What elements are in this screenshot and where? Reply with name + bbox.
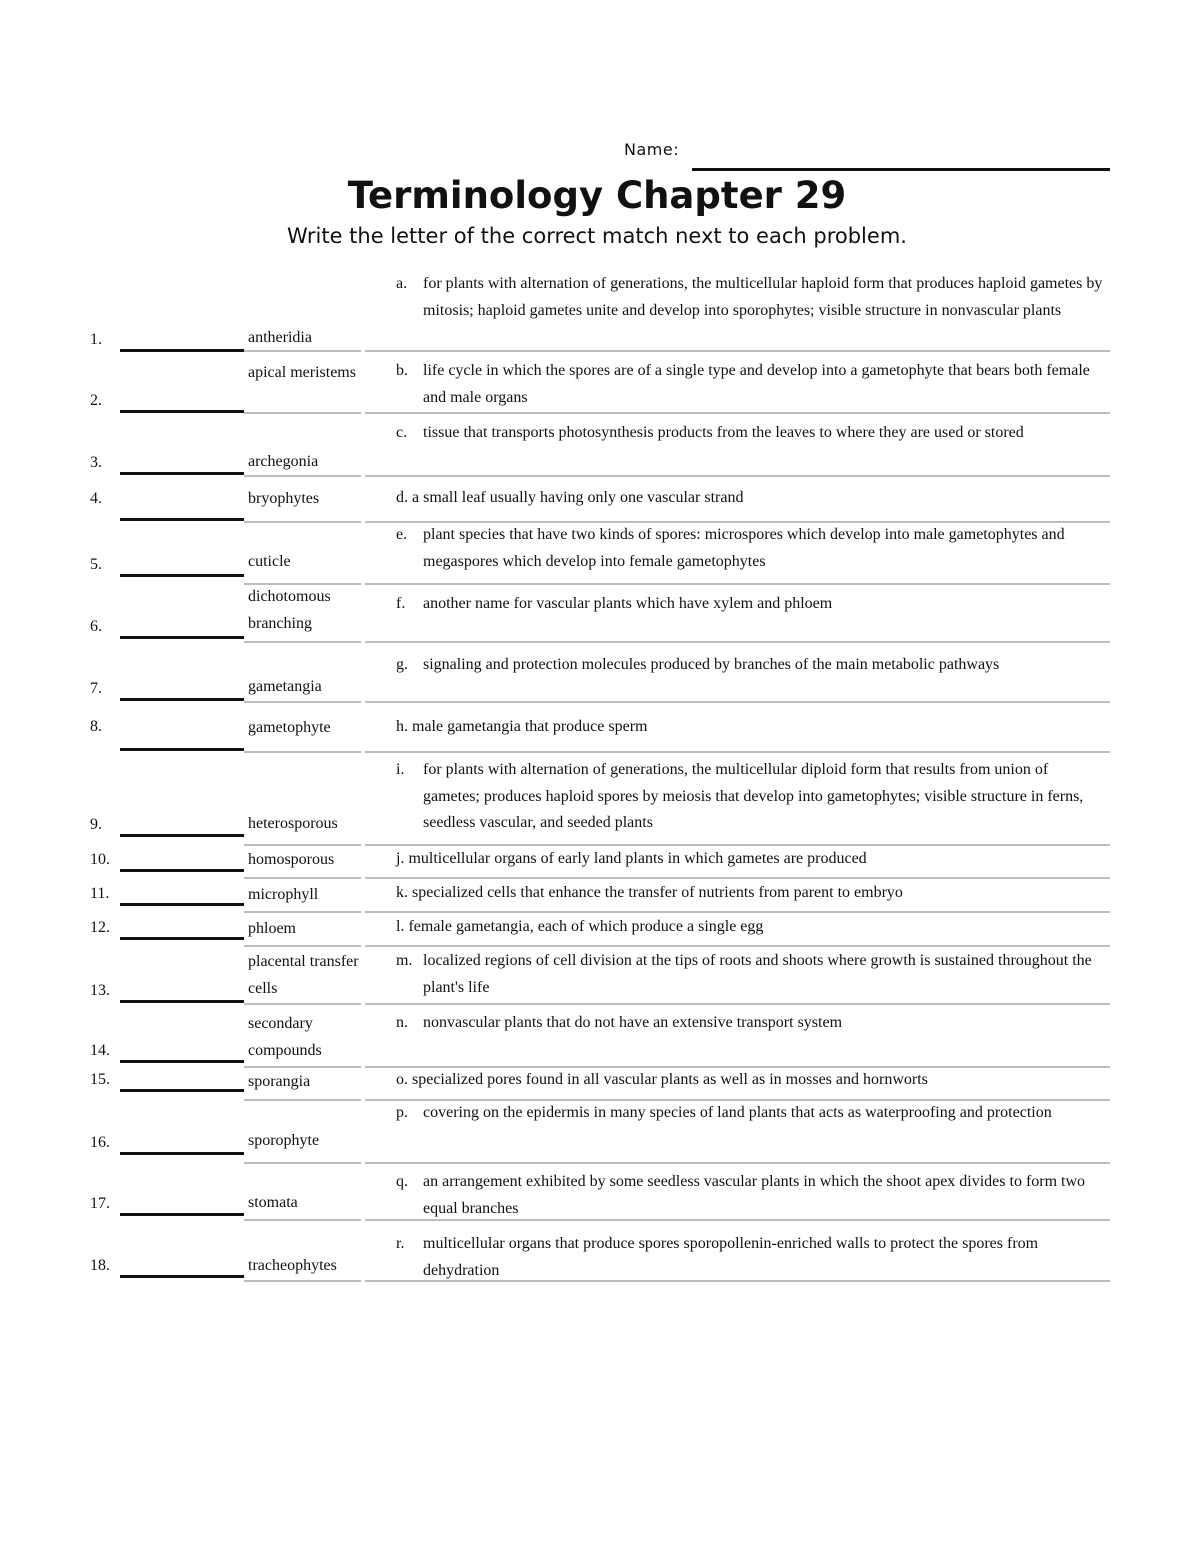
definition-text: male gametangia that produce sperm xyxy=(412,718,648,735)
definition-line xyxy=(396,846,1096,873)
row-divider xyxy=(365,641,1110,643)
definition-line xyxy=(396,880,1096,907)
answer-blank[interactable] xyxy=(120,518,244,521)
question-number: 15. xyxy=(90,1071,110,1088)
row-divider xyxy=(244,1099,361,1101)
answer-blank[interactable] xyxy=(120,636,244,639)
row-divider xyxy=(244,412,361,414)
definition-letter: q. xyxy=(396,1173,408,1190)
row-divider xyxy=(244,877,361,879)
definition-letter: e. xyxy=(396,526,408,543)
definition-text: life cycle in which the spores are of a single type and develop into a gametophyte that bears both female and male organs xyxy=(423,362,1090,406)
question-number: 5. xyxy=(90,556,102,573)
answer-blank[interactable] xyxy=(120,410,244,413)
row-divider xyxy=(365,350,1110,352)
definition-letter: f. xyxy=(396,595,406,612)
term-label: stomata xyxy=(248,1194,298,1211)
answer-blank[interactable] xyxy=(120,472,244,475)
definition-line xyxy=(396,714,1096,741)
answer-blank[interactable] xyxy=(120,748,244,751)
row-divider xyxy=(244,1219,361,1221)
row-divider xyxy=(244,1280,361,1282)
row-divider xyxy=(244,945,361,947)
question-number: 8. xyxy=(90,718,102,735)
answer-blank[interactable] xyxy=(120,1152,244,1155)
name-input-line[interactable] xyxy=(692,168,1110,171)
term-label: sporangia xyxy=(248,1073,311,1090)
instructions: Write the letter of the correct match next to each problem. xyxy=(287,224,907,248)
row-divider xyxy=(244,1162,361,1164)
term-label: gametangia xyxy=(248,678,322,695)
row-divider xyxy=(365,1280,1110,1282)
definition-text: signaling and protection molecules produced by branches of the main metabolic pathways xyxy=(423,656,1000,673)
question-number: 16. xyxy=(90,1134,110,1151)
definition-letter: d. xyxy=(396,489,408,506)
answer-blank[interactable] xyxy=(120,834,244,837)
answer-blank[interactable] xyxy=(120,349,244,352)
definition-text: specialized cells that enhance the transfer of nutrients from parent to embryo xyxy=(412,884,903,901)
definition-text: female gametangia, each of which produce a single egg xyxy=(408,918,764,935)
row-divider xyxy=(244,350,361,352)
row-divider xyxy=(365,475,1110,477)
answer-blank[interactable] xyxy=(120,1089,244,1092)
term-label: gametophyte xyxy=(248,719,331,736)
term-label: microphyll xyxy=(248,886,319,903)
question-number: 6. xyxy=(90,618,102,635)
answer-blank[interactable] xyxy=(120,869,244,872)
definition-letter: m. xyxy=(396,952,413,969)
question-number: 2. xyxy=(90,392,102,409)
definition-letter: p. xyxy=(396,1104,408,1121)
definition-text: specialized pores found in all vascular plants as well as in mosses and hornworts xyxy=(412,1071,928,1088)
row-divider xyxy=(244,641,361,643)
definition-text: multicellular organs of early land plants in which gametes are produced xyxy=(408,850,867,867)
definition-letter: j. xyxy=(396,850,405,867)
row-divider xyxy=(244,911,361,913)
definition-letter: r. xyxy=(396,1235,405,1252)
term-label: secondary compounds xyxy=(248,1015,322,1059)
definition-letter: n. xyxy=(396,1014,408,1031)
term-label: dichotomous branching xyxy=(248,588,331,632)
definition-letter: l. xyxy=(396,918,405,935)
definition-line xyxy=(396,485,1096,512)
question-number: 13. xyxy=(90,982,110,999)
term-label: phloem xyxy=(248,920,296,937)
question-number: 14. xyxy=(90,1042,110,1059)
row-divider xyxy=(365,412,1110,414)
answer-blank[interactable] xyxy=(120,1275,244,1278)
definition-letter: a. xyxy=(396,275,408,292)
definition-text: an arrangement exhibited by some seedless vascular plants in which the shoot apex divides to form two equal branches xyxy=(423,1173,1086,1217)
definition-letter: h. xyxy=(396,718,408,735)
name-label: Name: xyxy=(624,140,680,159)
definition-letter: g. xyxy=(396,656,408,673)
row-divider xyxy=(244,475,361,477)
question-number: 18. xyxy=(90,1257,110,1274)
page-title: Terminology Chapter 29 xyxy=(347,174,847,217)
definition-text: for plants with alternation of generations, the multicellular haploid form that produces haploid gametes by mitosis; haploid gametes unite and develop into sporophytes; visible structure in nonvascular plants xyxy=(423,275,1103,319)
row-divider xyxy=(365,911,1110,913)
definition-line xyxy=(396,1067,1096,1094)
row-divider xyxy=(244,521,361,523)
row-divider xyxy=(365,701,1110,703)
row-divider xyxy=(365,751,1110,753)
definition-text: a small leaf usually having only one vascular strand xyxy=(412,489,744,506)
row-divider xyxy=(365,583,1110,585)
question-number: 7. xyxy=(90,680,102,697)
question-number: 3. xyxy=(90,454,102,471)
term-label: sporophyte xyxy=(248,1132,320,1149)
definition-letter: i. xyxy=(396,761,405,778)
answer-blank[interactable] xyxy=(120,1213,244,1216)
definition-text: tissue that transports photosynthesis products from the leaves to where they are used or stored xyxy=(423,424,1024,441)
row-divider xyxy=(244,751,361,753)
definition-text: another name for vascular plants which have xylem and phloem xyxy=(423,595,833,612)
question-number: 17. xyxy=(90,1195,110,1212)
definition-text: localized regions of cell division at the tips of roots and shoots where growth is sustained throughout the plant's life xyxy=(423,952,1092,996)
row-divider xyxy=(365,1219,1110,1221)
term-label: bryophytes xyxy=(248,490,320,507)
definition-text: nonvascular plants that do not have an extensive transport system xyxy=(423,1014,843,1031)
term-label: heterosporous xyxy=(248,815,338,832)
question-number: 1. xyxy=(90,331,102,348)
definition-text: multicellular organs that produce spores sporopollenin-enriched walls to protect the spores from dehydration xyxy=(423,1235,1039,1279)
row-divider xyxy=(365,1162,1110,1164)
definition-text: covering on the epidermis in many species of land plants that acts as waterproofing and protection xyxy=(423,1104,1052,1121)
answer-blank[interactable] xyxy=(120,937,244,940)
term-label: archegonia xyxy=(248,453,319,470)
term-label: homosporous xyxy=(248,851,335,868)
answer-blank[interactable] xyxy=(120,1000,244,1003)
question-number: 11. xyxy=(90,885,110,902)
row-divider xyxy=(365,945,1110,947)
question-number: 10. xyxy=(90,851,110,868)
term-label: placental transfer cells xyxy=(248,953,359,997)
definition-letter: b. xyxy=(396,362,408,379)
answer-blank[interactable] xyxy=(120,903,244,906)
definition-letter: k. xyxy=(396,884,408,901)
definition-text: for plants with alternation of generations, the multicellular diploid form that results from union of gametes; produces haploid spores by meiosis that develop into gametophytes; visible structure in ferns, seedless vascular, and seeded plants xyxy=(423,761,1084,831)
definition-text: plant species that have two kinds of spores: microspores which develop into male gametophytes and megaspores which develop into female gametophytes xyxy=(423,526,1065,570)
answer-blank[interactable] xyxy=(120,698,244,701)
row-divider xyxy=(244,1003,361,1005)
row-divider xyxy=(365,877,1110,879)
term-label: antheridia xyxy=(248,329,312,346)
name-field-row xyxy=(0,138,1200,172)
definition-line xyxy=(396,914,1096,941)
definition-letter: c. xyxy=(396,424,408,441)
answer-blank[interactable] xyxy=(120,1060,244,1063)
term-label: apical meristems xyxy=(248,364,356,381)
definition-letter: o. xyxy=(396,1071,408,1088)
answer-blank[interactable] xyxy=(120,574,244,577)
term-label: cuticle xyxy=(248,553,291,570)
question-number: 12. xyxy=(90,919,110,936)
question-number: 9. xyxy=(90,816,102,833)
term-label: tracheophytes xyxy=(248,1257,337,1274)
row-divider xyxy=(365,1003,1110,1005)
question-number: 4. xyxy=(90,490,102,507)
row-divider xyxy=(244,701,361,703)
